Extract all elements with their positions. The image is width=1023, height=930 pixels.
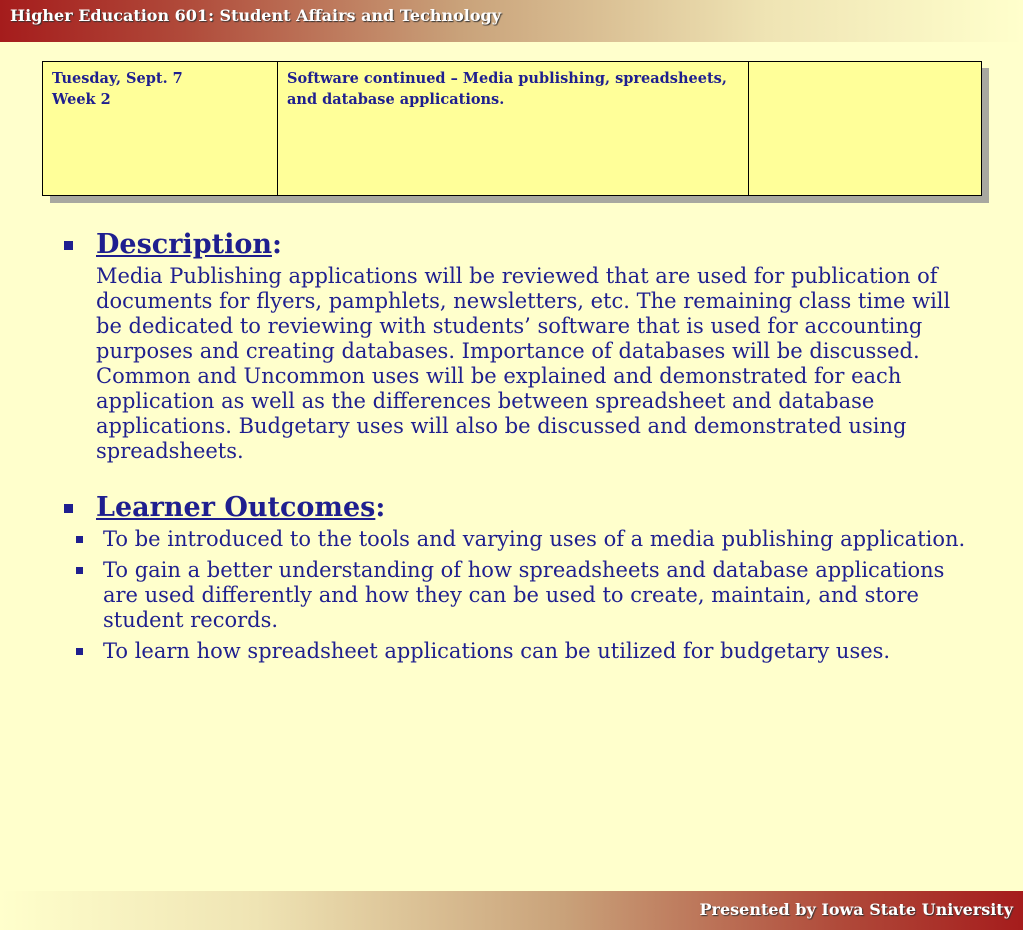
notes-cell (749, 62, 982, 196)
date-cell (43, 62, 278, 196)
header-banner (0, 0, 1023, 42)
session-date: Tuesday, Sept. 7 (52, 70, 183, 87)
footer-banner (0, 891, 1023, 930)
square-bullet-icon (64, 504, 73, 513)
schedule-table (42, 61, 982, 196)
square-bullet-icon (64, 241, 73, 250)
outcomes-section (62, 491, 972, 664)
description-text: Media Publishing applications will be reviewed that are used for publication of documents for flyers, pamphlets, newsletters, etc. The remaining class time will be dedicated to reviewing with students’ software that is used for accounting purposes and creating databases. Importance of databases will be discussed. Common and Uncommon uses will be explained and demonstrated for each application as well as the differences between spreadsheet and database applications. Budgetary uses will also be discussed and demonstrated using spreadsheets. (96, 264, 951, 463)
description-heading-link[interactable]: Description (96, 229, 272, 260)
outcomes-heading-link[interactable]: Learner Outcomes (96, 492, 376, 523)
session-topic: Software continued – Media publishing, spreadsheets, and database applications. (287, 70, 727, 108)
list-item (62, 639, 972, 664)
outcomes-heading: Learner Outcomes: (96, 492, 386, 523)
description-section (62, 228, 972, 464)
presenter-credit: Presented by Iowa State University (699, 900, 1013, 919)
list-item (62, 558, 972, 633)
description-heading: Description: (96, 229, 282, 260)
table-row (43, 62, 982, 196)
main-content (62, 228, 972, 664)
session-week: Week 2 (52, 91, 111, 108)
course-title: Higher Education 601: Student Affairs and Technology (10, 6, 501, 25)
outcome-text: To gain a better understanding of how spreadsheets and database applications are used differently and how they can be used to create, maintain, and store student records. (103, 558, 945, 632)
square-bullet-icon (76, 648, 83, 655)
square-bullet-icon (76, 536, 83, 543)
topic-cell (278, 62, 749, 196)
square-bullet-icon (76, 567, 83, 574)
outcome-text: To learn how spreadsheet applications can be utilized for budgetary uses. (103, 639, 891, 663)
list-item (62, 527, 972, 552)
outcome-text: To be introduced to the tools and varying uses of a media publishing application. (103, 527, 966, 551)
schedule-table-container (42, 61, 981, 196)
outcomes-list (62, 527, 972, 664)
